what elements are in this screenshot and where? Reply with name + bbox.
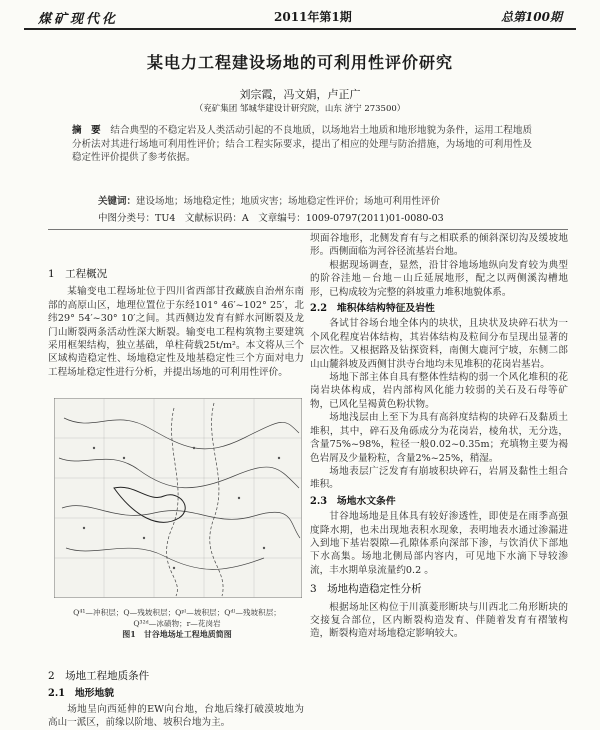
- figure-legend-2: Q³²ᵈ—冰碛物；r—花岗岩: [133, 618, 221, 628]
- paragraph: 场地浅层由上至下为具有高斜度结构的块碎石及黏质土堆积，其中，碎石及角砾成分为花岗岩，棱角状，无分选，含量75%~98%，粒径一般0.02~0.35m；充填物主要为褐色岩屑及少量粉粒，含量2%~25%，稍湿。: [310, 412, 568, 464]
- keywords-text: 建设场地；场地稳定性；地质灾害；场地稳定性评价；场地可利用性评价: [136, 196, 441, 207]
- paragraph: 场地表层广泛发育有崩坡积块碎石，岩屑及黏性土组合堆积。: [310, 465, 568, 491]
- section-2: [48, 664, 304, 730]
- figure-legend-1: Q⁴¹—冲积层；Q—残坡积层；Qᵖˡ—坡积层；Qᵈˡ—残坡积层；: [73, 608, 281, 617]
- section-1: [48, 262, 304, 379]
- issue-number: 2011年第1期: [274, 10, 352, 24]
- affiliation: （兖矿集团 邹城华建设计研究院，山东 济宁 273500）: [194, 104, 406, 114]
- right-column: [310, 232, 568, 641]
- divider: [48, 229, 568, 230]
- keywords-label: 关键词：: [98, 196, 137, 207]
- paper-title: 某电力工程建设场地的可利用性评价研究: [146, 53, 453, 72]
- running-header: [24, 6, 576, 30]
- keywords: [98, 193, 538, 207]
- figure-caption: [48, 608, 306, 640]
- abstract-text: 结合典型的不稳定岩及人类活动引起的不良地质，以场地岩土地质和地形地貌为条件，运用工程地质分析法对其进行场地可利用性评价；结合工程实际要求，提出了相应的处理与防治措施，为场地的可利用性及稳定性评价提供了参考依据。: [72, 125, 532, 163]
- abstract: [72, 124, 532, 165]
- section-3-heading: 3 场地构造稳定性分析: [310, 583, 422, 596]
- subsection-2-1-text: 场地呈向西延伸的EW向台地，台地后缘打破漠坡地为高山一派区，前缘以阶地、坡积台地为主。: [48, 703, 304, 729]
- section-1-heading: 1 工程概况: [48, 268, 108, 280]
- section-2-heading: 2 场地工程地质条件: [48, 670, 150, 682]
- paragraph: 甘谷地场地是且体具有较好渗透性，即使是在雨季高强度降水期，也未出现地表积水现象，表明地表水通过渗漏进入到地下基岩裂隙—孔隙体系向深部下渗，与饮消伏下部地下水高集。场地北侧局部内容内，可见地下水滴下导较渗流，丰水期单泉流量约0.2 。: [310, 511, 568, 576]
- section-1-paragraph: 某输变电工程场址位于四川省西部甘孜藏族自治州东南部的高原山区，地理位置位于东经101° 46′~102° 25′，北纬29° 54′~30° 10′之间。其西侧边发育有鲜水河断裂及龙门山断裂两条活动性深大断裂。输变电工程构筑物主要建筑采用框架结构，独立基础，单柱荷载25t/m²。本文将从三个区域构造稳定性、场地稳定性及地基稳定性三个方面对电力工程场址稳定性进行分析，并提出场地的可利用性评价。: [48, 286, 304, 378]
- abstract-label: 摘 要: [72, 125, 101, 136]
- geological-map-figure: [54, 398, 302, 598]
- journal-name: 煤矿现代化: [38, 12, 119, 27]
- total-issue: 总第100期: [500, 10, 562, 24]
- authors: 刘宗霞，冯文娟，卢正广: [239, 88, 361, 101]
- subsection-2-1-heading: 2.1 地形地貌: [48, 688, 115, 700]
- paragraph: 根据现场调查，显然，沿甘谷地场地纵向发育较为典型的阶谷洼地－台地－山丘延展地形，配之以两侧溪沟槽地形，已构成较为完整的斜坡重力堆积地貌体系。: [310, 259, 568, 298]
- classification-line: 中图分类号：TU4 文献标识码：A 文章编号：1009-0797(2011)01-0080-03: [98, 213, 444, 224]
- subsection-2-2-heading: 2.2 堆积体结构特征及岩性: [310, 303, 435, 315]
- subsection-2-3-heading: 2.3 场地水文条件: [310, 495, 396, 507]
- continued-paragraph: 坝面谷地形，北侧发育有与之相联系的倾斜深切沟及缓坡地形。西侧面临为河谷径流基岩台地。: [310, 233, 568, 258]
- paragraph: 各试甘谷场台地全体内的块状，且块状及块碎石状为一个风化程度岩体结构，其岩体结构及粒间分布呈现出显著的层次性。又根据路及钻探资料，南侧大鹿河宁坡，东侧二郎山山麓斜坡及西侧甘洪寺台地均未见堆积的花岗岩基岩。: [310, 318, 568, 370]
- paragraph: 场地下部主体自具有整体性结构的弱一个风化堆积的花岗岩块体构成，岩内部构风化能力较弱的关石及石母等矿物，已风化呈褐黄色粉状物。: [310, 372, 568, 410]
- figure-title: 图1 甘谷地场址工程地质简图: [122, 629, 232, 639]
- paragraph: 根据场址区构位于川滇菱形断块与川西北二角形断块的交接复合部位，区内断裂构造发育、伴随着发育有褶皱构造，断裂构造对场地稳定影响较大。: [310, 601, 568, 640]
